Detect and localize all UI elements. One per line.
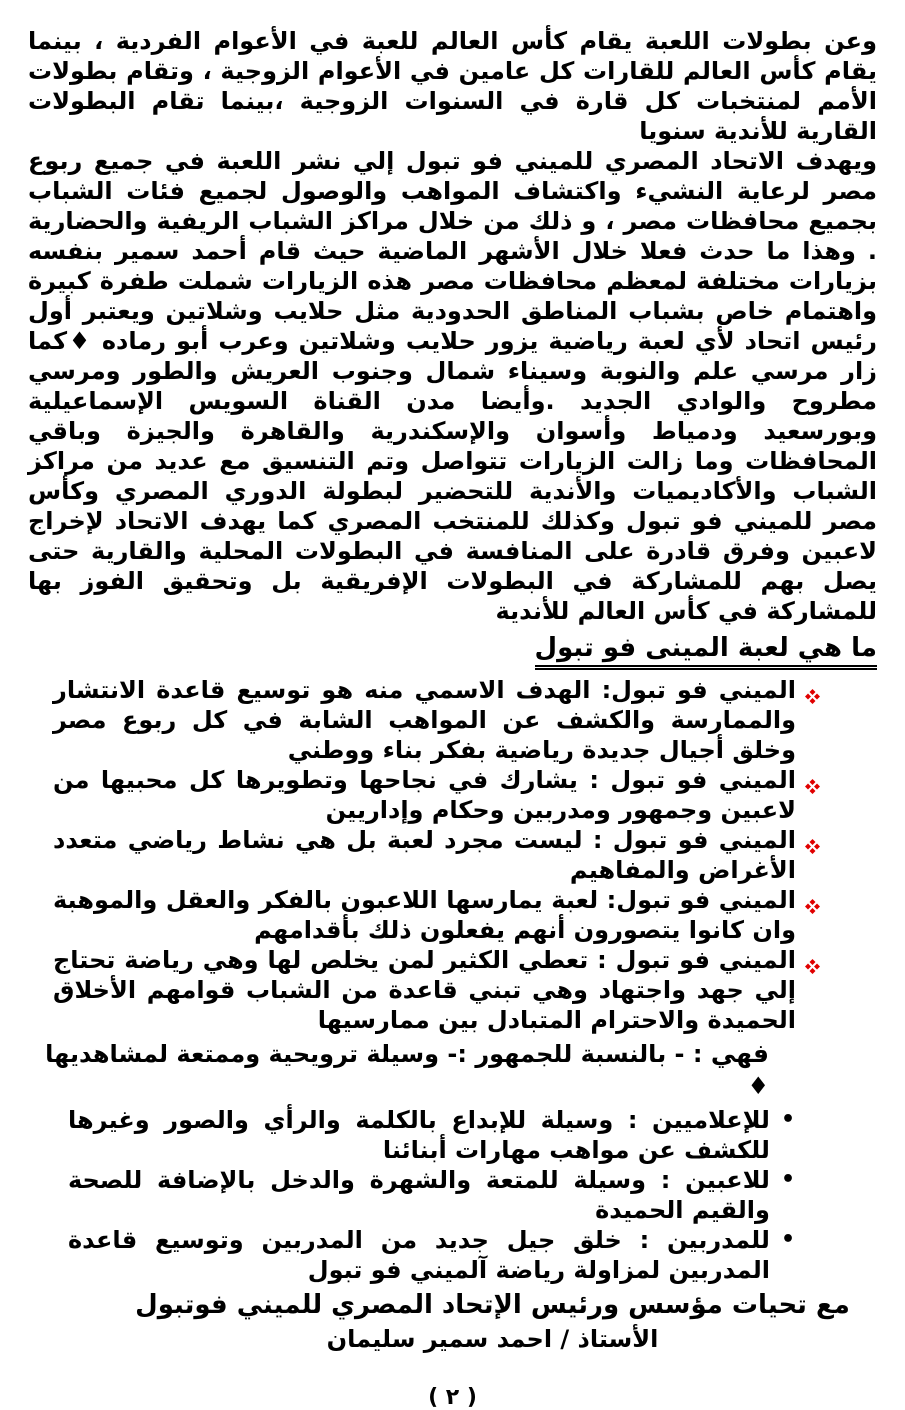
signature-block — [28, 1287, 877, 1355]
black-dot-bullet-icon: • — [780, 1167, 795, 1192]
red-diamond-bullet-icon — [805, 831, 820, 885]
list-item — [53, 765, 820, 825]
bullet-text: الميني فو تبول: الهدف الاسمي منه هو توسيع قاعدة الانتشار والممارسة والكشف عن المواهب الشابة في كل ربوع مصر وخلق أجيال جديدة رياضية بفكر بناء ووطني — [53, 676, 796, 764]
list-item — [53, 945, 820, 1035]
red-diamond-bullet-icon — [805, 681, 820, 765]
bullet-text: للاعبين : وسيلة للمتعة والشهرة والدخل بالإضافة للصحة والقيم الحميدة — [68, 1166, 770, 1224]
list-item — [53, 675, 820, 765]
section-heading-text: ما هي لعبة المينى فو تبول — [535, 632, 877, 670]
black-dot-bullet-icon: • — [780, 1227, 795, 1252]
red-diamond-bullet-icon — [805, 771, 820, 825]
bullet-text: للإعلاميين : وسيلة للإبداع بالكلمة والرأي والصور وغيرها للكشف عن مواهب مهارات أبنائنا — [68, 1106, 770, 1164]
bullet-text: الميني فو تبول : تعطي الكثير لمن يخلص لها وهي رياضة تحتاج إلي جهد واجتهاد وهي تبني قاعدة من الشباب قوامهم الأخلاق الحميدة والاحترام المتبادل بين ممارسيها — [53, 946, 796, 1034]
list-item — [53, 825, 820, 885]
bullet-text: الميني فو تبول: لعبة يمارسها اللاعبون بالفكر والعقل والموهبة وان كانوا يتصورون أنهم يفعلون ذلك بأقدامهم — [53, 886, 796, 944]
bullet-text: الميني فو تبول : يشارك في نجاحها وتطويرها كل محبيها من لاعبين وجمهور ومدربين وحكام وإداريين — [53, 766, 796, 824]
page-number: ( ٢ ) — [428, 1385, 477, 1410]
audience-line-text: : - بالنسبة للجمهور :- وسيلة ترويحية وممتعة لمشاهديها ♦ — [45, 1040, 769, 1100]
bullet-text: للمدربين : خلق جيل جديد من المدربين وتوسيع قاعدة المدربين لمزاولة رياضة آلميني فو تبول — [68, 1226, 770, 1284]
list-item — [68, 1105, 795, 1165]
signature-title: مع تحيات مؤسس ورئيس الإتحاد المصري للميني فوتبول — [135, 1290, 850, 1320]
audience-line-prefix: فهي — [710, 1039, 769, 1068]
audience-line — [28, 1038, 769, 1102]
diamond-bullet-list — [28, 675, 820, 1035]
red-diamond-bullet-icon — [805, 951, 820, 1035]
signature-name: الأستاذ / احمد سمير سليمان — [326, 1325, 659, 1353]
black-dot-bullet-icon: • — [780, 1107, 795, 1132]
intro-paragraph-1: وعن بطولات اللعبة يقام كأس العالم للعبة في الأعوام الفردية ، بينما يقام كأس العالم للقارات كل عامين في الأعوام الزوجية ، وتقام بطولات الأمم لمنتخبات كل قارة في السنوات الزوجية ،بينما تقام البطولات القارية للأندية سنويا — [28, 27, 877, 145]
red-diamond-bullet-icon — [805, 891, 820, 945]
list-item — [53, 885, 820, 945]
dot-bullet-list — [28, 1105, 795, 1285]
list-item — [68, 1225, 795, 1285]
bullet-text: الميني فو تبول : ليست مجرد لعبة بل هي نشاط رياضي متعدد الأغراض والمفاهيم — [53, 826, 796, 884]
intro-paragraph-2: ويهدف الاتحاد المصري للميني فو تبول إلي نشر اللعبة في جميع ربوع مصر لرعاية النشيء واكتشاف المواهب والوصول لجميع فئات الشباب بجميع محافظات مصر ، و ذلك من خلال مراكز الشباب الريفية والحضارية . وهذا ما حدث فعلا خلال الأشهر الماضية حيث قام أحمد سمير بنفسه بزيارات مختلفة لمعظم محافظات مصر هذه الزيارات شملت طفرة كبيرة واهتمام خاص بشباب المناطق الحدودية مثل حلايب وشلاتين ويعتبر أول رئيس اتحاد لأي لعبة رياضية يزور حلايب وشلاتين وعرب أبو رماده ♦كما زار مرسي علم والنوبة وسيناء شمال وجنوب العريش والطور ومرسي مطروح والوادي الجديد .وأيضا مدن القناة السويس الإسماعيلية وبورسعيد ودمياط وأسوان والإسكندرية والقاهرة والجيزة وباقي المحافظات وما زالت الزيارات تتواصل وتم التنسيق مع عديد من مراكز الشباب والأكاديميات والأندية للتحضير لبطولة الدوري المصري وكأس مصر للميني فو تبول وكذلك للمنتخب المصري كما يهدف الاتحاد لإخراج لاعبين وفرق قادرة على المنافسة في البطولات المحلية والقارية حتى يصل بهم للمشاركة في البطولات الإفريقية بل وتحقيق الفوز بها للمشاركة في كأس العالم للأندية — [28, 147, 877, 625]
list-item — [68, 1165, 795, 1225]
section-heading — [28, 632, 877, 670]
